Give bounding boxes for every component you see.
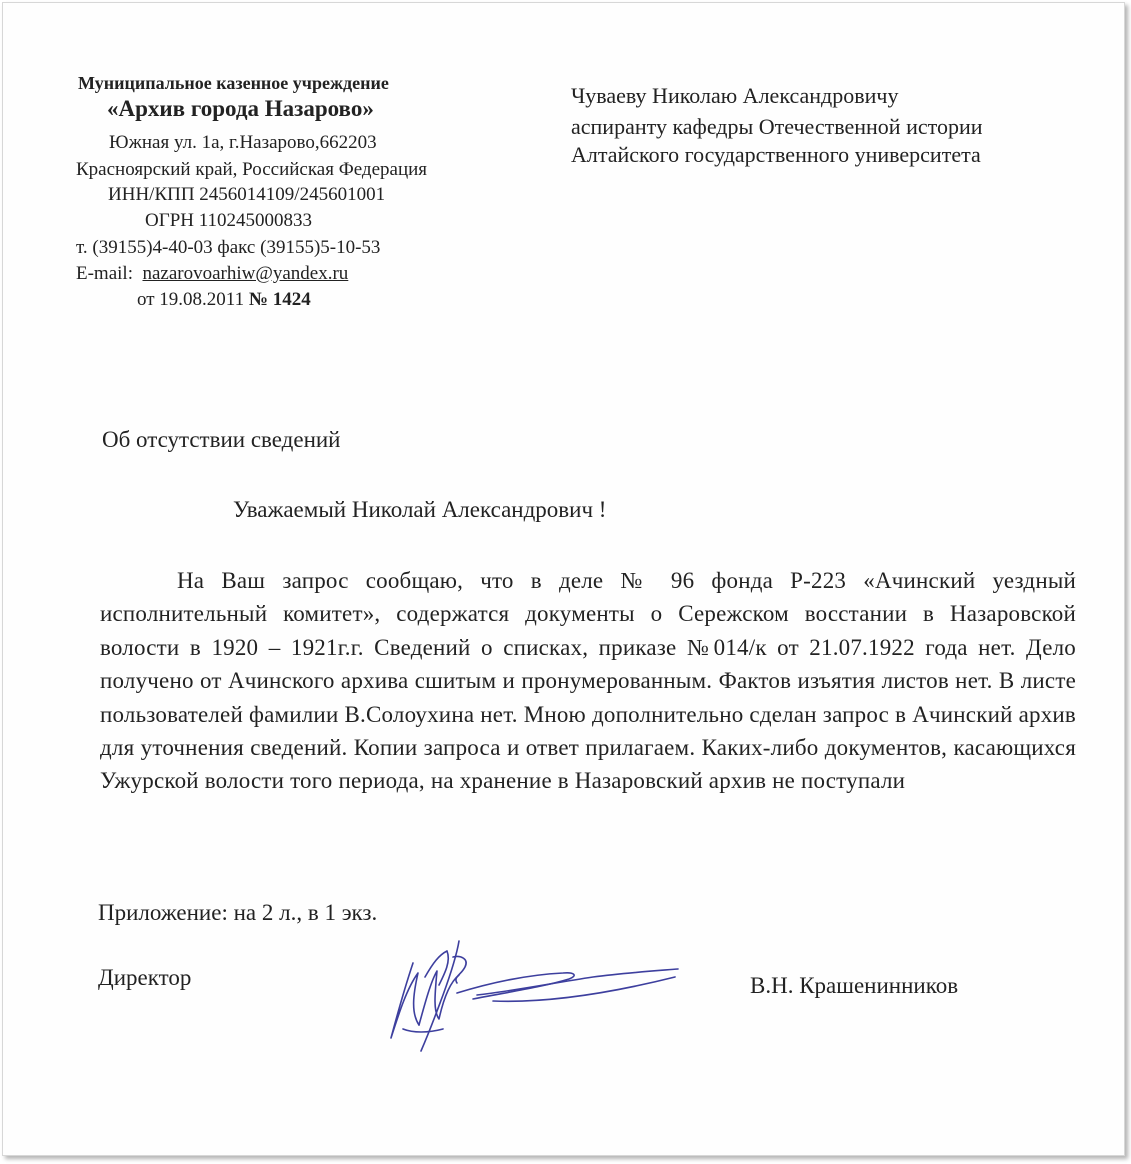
recipient-line2: аспиранту кафедры Отечественной истории (571, 114, 983, 139)
sender-date-number (137, 287, 311, 312)
signer-position: Директор (98, 965, 192, 990)
signer-name: В.Н. Крашенинников (750, 973, 959, 998)
body-paragraph: На Ваш запрос сообщаю, что в деле № 96 фонда Р-223 «Ачинский уездный исполнительный комитет», содержатся документы о Сережском восстании в Назаровской волости в 1920 – 1921г.г. Сведений о списках, приказе №014/к от 21.07.1922 года нет. Дело получено от Ачинского архива сшитым и пронумерованным. Фактов изъятия листов нет. В листе пользователей фамилии В.Солоухина нет. Мною дополнительно сделан запрос в Ачинский архив для уточнения сведений. Копии запроса и ответ прилагаем. Каких-либо документов, касающихся Ужурской волости того периода, на хранение в Назаровский архив не поступали (100, 568, 1076, 794)
letter-number: № 1424 (248, 289, 311, 310)
letter-date: от 19.08.2011 (137, 289, 245, 310)
attachment-line: Приложение: на 2 л., в 1 экз. (98, 900, 378, 925)
recipient-line1: Чуваеву Николаю Александровичу (571, 83, 899, 108)
sender-email-row (76, 261, 348, 286)
email-link[interactable]: nazarovoarhiw@yandex.ru (142, 263, 349, 284)
greeting: Уважаемый Николай Александрович ! (233, 497, 607, 522)
email-label: E-mail: (76, 263, 133, 284)
sender-phone: т. (39155)4-40-03 факс (39155)5-10-53 (76, 237, 381, 258)
letter-page (2, 2, 1125, 1156)
sender-inn-kpp: ИНН/КПП 2456014109/245601001 (108, 184, 386, 205)
sender-org-name: «Архив города Назарово» (107, 96, 374, 121)
sender-address: Южная ул. 1а, г.Назарово,662203 (109, 132, 377, 153)
handwritten-signature (373, 933, 693, 1063)
sender-region: Красноярский край, Российская Федерация (76, 159, 428, 180)
recipient-line3: Алтайского государственного университета (571, 142, 981, 167)
subject-line: Об отсутствии сведений (102, 427, 341, 452)
sender-ogrn: ОГРН 110245000833 (145, 210, 313, 231)
sender-org-type: Муниципальное казенное учреждение (78, 73, 389, 93)
